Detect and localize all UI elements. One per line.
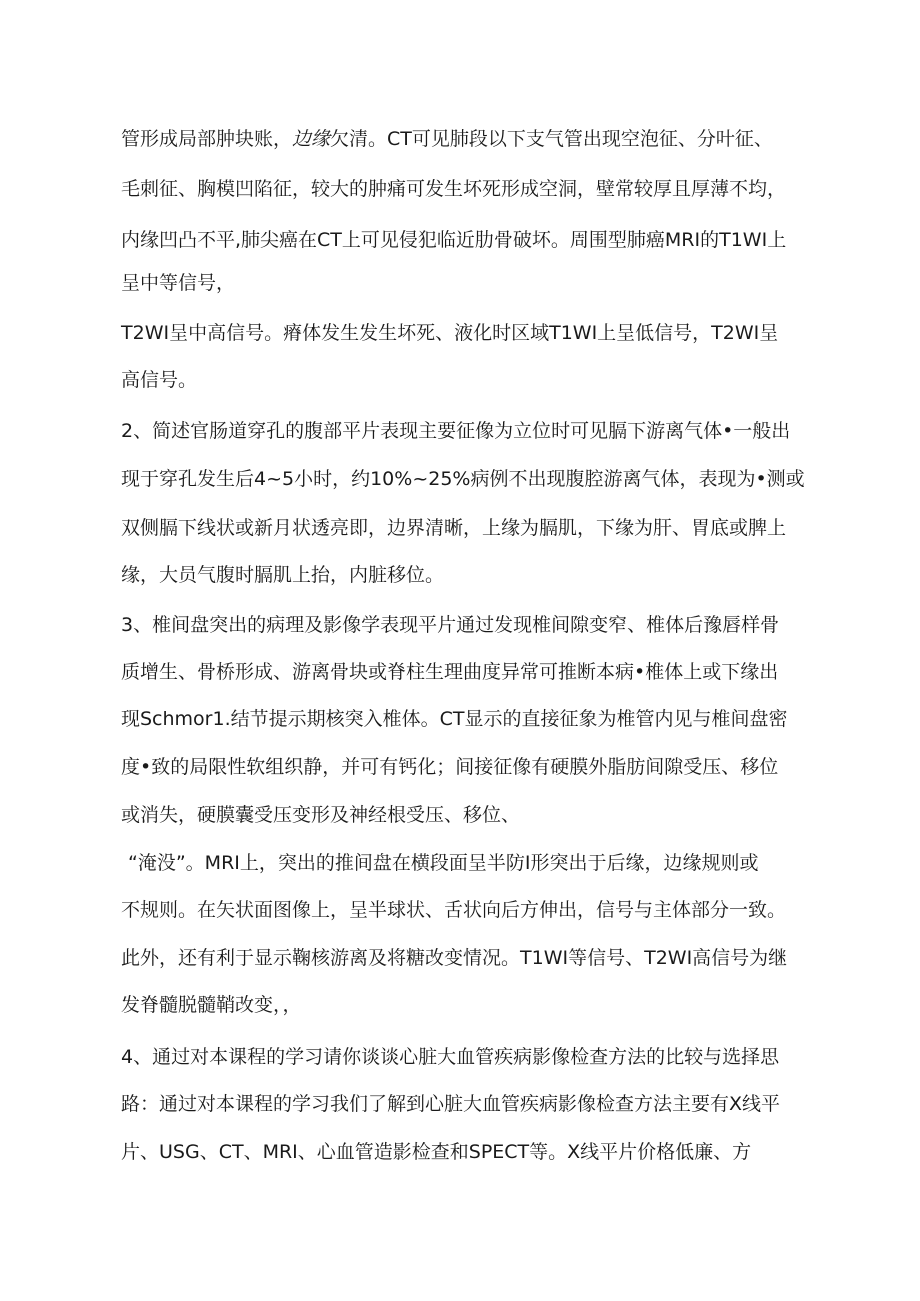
text-line-17: 不规则。在矢状面图像上，呈半球状、舌状向后方伸出，信号与主体部分一致。 [121,899,787,921]
text-line-4: 呈中等信号， [121,272,236,294]
text-line-6: 高信号。 [121,369,198,391]
text-line-22: 片、USG、CT、MRI、心血管造影检查和SPECT等。X线平片价格低廉、方 [121,1141,752,1163]
text-line-12: 质增生、骨桥形成、游离骨块或脊柱生理曲度异常可推断本病•椎体上或下缘出 [121,661,779,683]
text-line-3: 内缘凹凸不平,肺尖癌在CT上可见侵犯临近肋骨破坏。周围型肺癌MRI的T1WI上 [121,229,787,251]
text-line-13: 现Schmor1.结节提示期核突入椎体。CT显示的直接征象为椎管内见与椎间盘密 [121,708,788,730]
text-line-19: 发脊髓脱髓鞘改变，， [121,994,302,1016]
text-line-11: 3、椎间盘突出的病理及影像学表现平片通过发现椎间隙变窄、椎体后豫唇样骨 [121,614,780,636]
text-line-7: 2、简述官肠道穿孔的腹部平片表现主要征像为立位时可见膈下游离气体•一般出 [121,420,791,442]
text-line-2: 毛刺征、胸模凹陷征，较大的肿痛可发生坏死形成空洞，壁常较厚且厚薄不均， [121,178,787,200]
text-line-16: “淹没”。MRI上，突出的推间盘在横段面呈半防I形突出于后缘，边缘规则或 [128,852,759,874]
text-line-20: 4、通过对本课程的学习请你谈谈心脏大血管疾病影像检查方法的比较与选择思 [121,1046,780,1068]
text-line-9: 双侧膈下线状或新月状透亮即，边界清晰，上缘为膈肌，下缘为肝、胃底或脾上 [121,517,787,539]
text-line-10: 缘，大员气腹时膈肌上抬，内脏移位。 [121,564,445,586]
text-line-21: 路：通过对本课程的学习我们了解到心脏大血管疾病影像检查方法主要有X线平 [121,1093,781,1115]
text-line-18: 此外，还有利于显示鞠核游离及将糖改变情况。T1WI等信号、T2WI高信号为继 [121,947,788,969]
text-line-15: 或消失，硬膜囊受压变形及神经根受压、移位、 [121,804,521,826]
text-line-1: 管形成局部肿块账，边缘欠清。CT可见肺段以下支气管出现空泡征、分叶征、 [121,128,773,150]
text-line-5: T2WI呈中高信号。瘠体发生发生坏死、液化时区域T1WI上呈低信号，T2WI呈 [121,322,779,344]
text-line-8: 现于穿孔发生后4~5小时，约10%~25%病例不出现腹腔游离气体，表现为•测或 [121,468,805,490]
text-line-14: 度•致的局限性软组织静，并可有钙化；间接征像有硬膜外脂肪间隙受压、移位 [121,756,779,778]
